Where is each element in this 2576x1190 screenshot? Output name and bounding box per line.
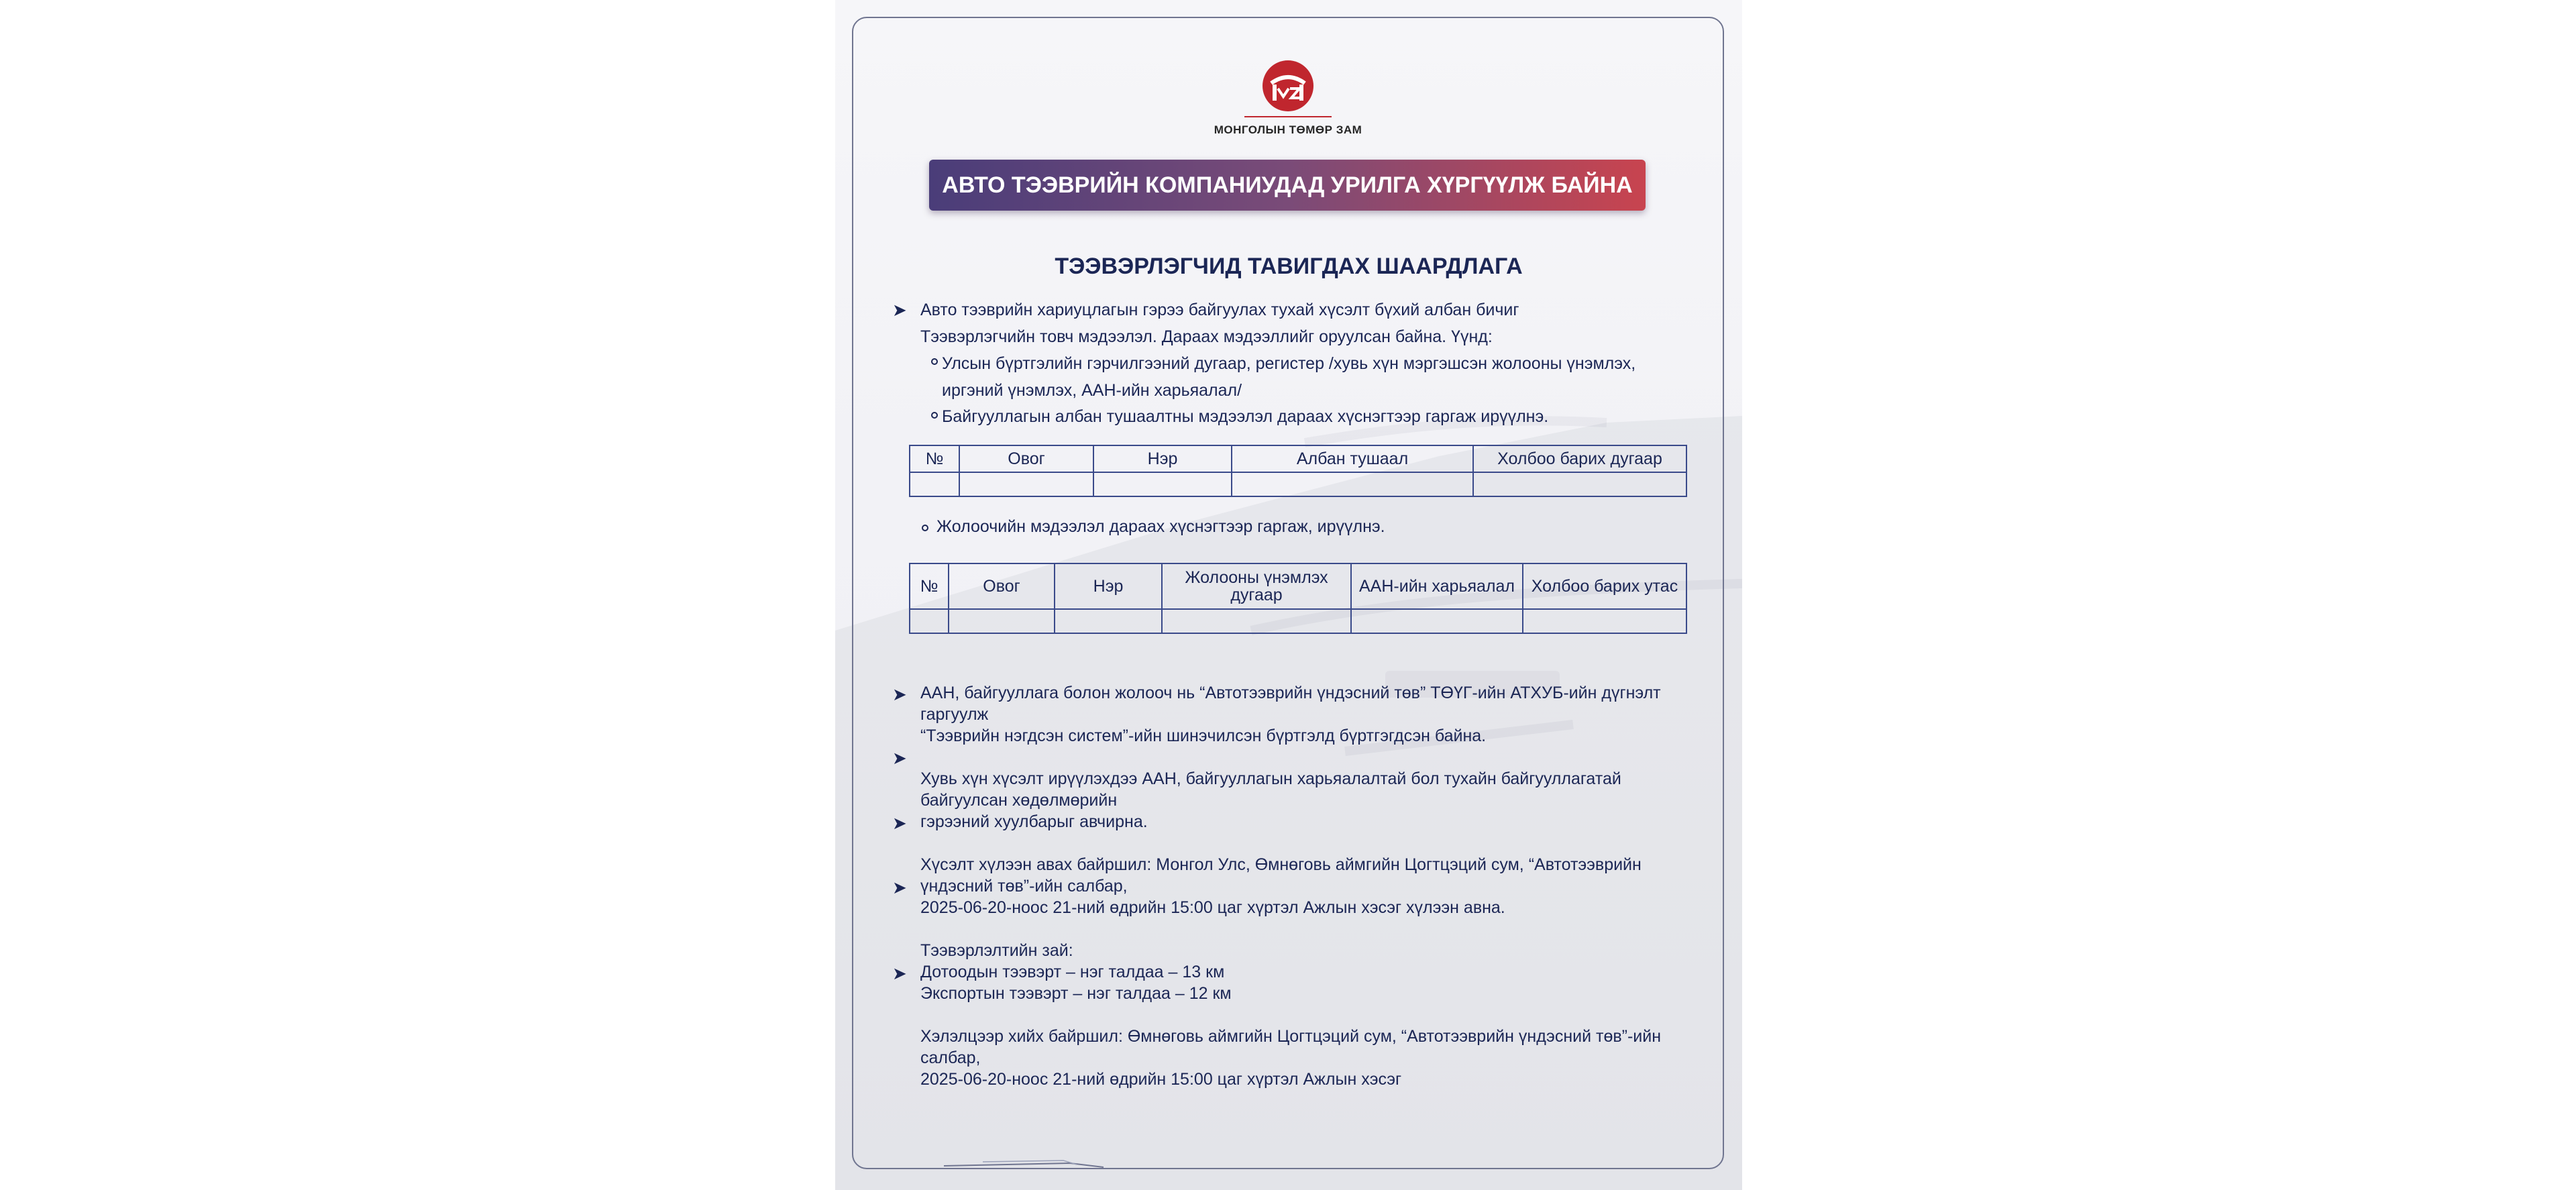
drivers-table [909, 563, 1687, 634]
note-line: үндэсний төв”-ийн салбар, [920, 877, 1128, 896]
bullet-arrow-icon: ➤ [892, 300, 907, 320]
table-header: Овог [949, 563, 1055, 609]
table-header: Албан тушаал [1232, 445, 1473, 472]
note-line: Тээвэрлэлтийн зай: [920, 941, 1073, 960]
note-line: “Тээврийн нэгдсэн систем”-ийн шинэчилсэн бүртгэлд бүртгэгдсэн байна. [920, 726, 1487, 745]
table-cell [1232, 472, 1473, 496]
mtz-logo-icon [1211, 59, 1365, 123]
note-line: 2025-06-20-ноос 21-ний өдрийн 15:00 цаг хүртэл Ажлын хэсэг [920, 1070, 1402, 1089]
bullet-arrow-icon: ➤ [892, 877, 907, 898]
table-cell [1093, 472, 1232, 496]
requirement-line: Авто тээврийн хариуцлагын гэрээ байгуулах тухай хүсэлт бүхий албан бичиг [920, 301, 1519, 319]
note-line: байгуулсан хөдөлмөрийн [920, 791, 1118, 810]
table-header: Овог [959, 445, 1093, 472]
note-line: Экспортын тээвэрт – нэг талдаа – 12 км [920, 984, 1232, 1003]
bullet-arrow-icon: ➤ [892, 963, 907, 983]
note-line: ААН, байгууллага болон жолооч нь “Автотээврийн үндэсний төв” ТӨҮГ-ийн АТХУБ-ийн дүгнэлт [920, 684, 1661, 702]
poster [835, 0, 1742, 1190]
invitation-banner: АВТО ТЭЭВРИЙН КОМПАНИУДАД УРИЛГА ХҮРГҮҮЛЖ БАЙНА [929, 160, 1646, 211]
requirement-sub-line: Улсын бүртгэлийн гэрчилгээний дугаар, регистер /хувь хүн мэргэшсэн жолооны үнэмлэх, [942, 354, 1636, 373]
table-cell [959, 472, 1093, 496]
note-line: Дотоодын тээвэрт – нэг талдаа – 13 км [920, 963, 1225, 981]
sub-bullet-icon [931, 412, 938, 419]
note-line: салбар, [920, 1048, 981, 1067]
requirement-sub-line: Байгууллагын албан тушаалтны мэдээлэл дараах хүснэгтээр гаргаж ирүүлнэ. [942, 407, 1549, 426]
requirements-title: ТЭЭВЭРЛЭГЧИД ТАВИГДАХ ШААРДЛАГА [1055, 254, 1523, 279]
table-cell [949, 609, 1055, 633]
note-line: гэрээний хуулбарыг авчирна. [920, 812, 1148, 831]
note-line: Хүсэлт хүлээн авах байршил: Монгол Улс, Өмнөговь аймгийн Цогтцэций сум, “Автотээврийн [920, 855, 1642, 874]
note-line: гаргуулж [920, 705, 989, 724]
table-header: Холбоо барих утас [1523, 563, 1686, 609]
logo-text: МОНГОЛЫН ТӨМӨР ЗАМ [1214, 123, 1362, 136]
table-header: № [910, 445, 959, 472]
table-header: Нэр [1093, 445, 1232, 472]
note-line: Хэлэлцээр хийх байршил: Өмнөговь аймгийн Цогтцэций сум, “Автотээврийн үндэсний төв”-ийн [920, 1027, 1662, 1046]
table-header: Нэр [1055, 563, 1162, 609]
requirement-line: Тээвэрлэгчийн товч мэдээлэл. Дараах мэдээллийг оруулсан байна. Үүнд: [920, 327, 1493, 346]
bullet-arrow-icon: ➤ [892, 813, 907, 833]
table-cell [1162, 609, 1351, 633]
sub-bullet-icon [931, 358, 938, 365]
table-cell [910, 609, 949, 633]
note-line: Хувь хүн хүсэлт ирүүлэхдээ ААН, байгууллагын харьяалалтай бол тухайн байгууллагатай [920, 769, 1621, 788]
table-cell [910, 472, 959, 496]
table-cell [1523, 609, 1686, 633]
requirement-sub-line: Жолоочийн мэдээлэл дараах хүснэгтээр гаргаж, ирүүлнэ. [936, 517, 1385, 536]
table-header: Холбоо барих дугаар [1473, 445, 1686, 472]
note-line: 2025-06-20-ноос 21-ний өдрийн 15:00 цаг хүртэл Ажлын хэсэг хүлээн авна. [920, 898, 1505, 917]
table-cell [1473, 472, 1686, 496]
table-cell [1351, 609, 1523, 633]
company-logo [1211, 59, 1365, 143]
sub-bullet-icon [922, 525, 928, 531]
requirement-sub-line: иргэний үнэмлэх, ААН-ийн харьяалал/ [942, 381, 1242, 400]
bullet-arrow-icon: ➤ [892, 748, 907, 768]
officials-table [909, 445, 1687, 497]
table-cell [1055, 609, 1162, 633]
bullet-arrow-icon: ➤ [892, 684, 907, 704]
table-header: Жолооны үнэмлэх дугаар [1162, 563, 1351, 609]
table-header: № [910, 563, 949, 609]
table-header: ААН-ийн харьяалал [1351, 563, 1523, 609]
rail-decoration-icon [943, 1154, 1110, 1174]
